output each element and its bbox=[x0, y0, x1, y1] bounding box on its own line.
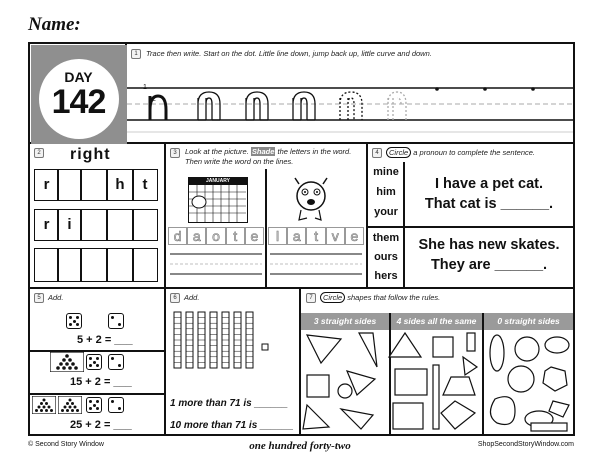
equation-1: 5 + 2 = ___ bbox=[77, 334, 133, 346]
handwriting-lines bbox=[127, 74, 573, 140]
letter-box[interactable]: o bbox=[206, 227, 225, 245]
square-shape bbox=[393, 403, 423, 429]
ten-frame-pyramid bbox=[32, 396, 56, 414]
rectangle-shape bbox=[433, 365, 439, 429]
pronoun-option[interactable]: ours bbox=[374, 251, 398, 263]
section-number: 2 bbox=[34, 148, 44, 158]
circle-shape bbox=[515, 337, 539, 361]
day-number: 142 bbox=[51, 82, 106, 121]
letter-box[interactable]: e bbox=[345, 227, 364, 245]
triangle-shape bbox=[463, 357, 477, 375]
grid-cell[interactable]: h bbox=[106, 169, 134, 201]
grid-cell[interactable] bbox=[57, 169, 82, 201]
stroke-mark: 1 bbox=[143, 84, 147, 91]
triangle-shape bbox=[303, 405, 329, 429]
grid-cell[interactable]: t bbox=[132, 169, 158, 201]
grid-cell[interactable]: r bbox=[34, 209, 59, 241]
equation-3: 25 + 2 = ___ bbox=[70, 419, 132, 431]
calendar-title: JANUARY bbox=[189, 178, 247, 185]
rectangle-shape bbox=[531, 423, 567, 431]
triangle-shape bbox=[359, 333, 377, 367]
divider bbox=[164, 143, 166, 434]
pronoun-option[interactable]: mine bbox=[373, 166, 399, 178]
section-number: 7 bbox=[306, 293, 316, 303]
footer-website[interactable]: ShopSecondStoryWindow.com bbox=[477, 441, 574, 448]
letter-box[interactable]: t bbox=[306, 227, 325, 245]
rectangle-shape bbox=[467, 333, 475, 351]
divider bbox=[403, 162, 405, 287]
letter-box[interactable]: t bbox=[226, 227, 245, 245]
base-ten-blocks bbox=[172, 310, 298, 370]
grid-cell[interactable] bbox=[106, 248, 134, 282]
pronoun-option[interactable]: your bbox=[374, 206, 398, 218]
ten-frame-pyramid bbox=[50, 352, 84, 372]
more-than-10: 10 more than 71 is ______ bbox=[170, 420, 294, 431]
day-circle bbox=[39, 59, 119, 139]
s7-instruction: Circle shapes that follow the rules. bbox=[320, 293, 440, 302]
header-3-straight-sides: 3 straight sides bbox=[301, 313, 389, 330]
day-label: DAY bbox=[64, 68, 93, 85]
section-number: 4 bbox=[372, 148, 382, 158]
grid-cell[interactable] bbox=[80, 209, 108, 241]
grid-cell[interactable] bbox=[106, 209, 134, 241]
divider bbox=[30, 393, 164, 395]
triangle-shape bbox=[341, 409, 373, 429]
sentence-2: She has new skates. They are ______. bbox=[418, 237, 560, 273]
polygon-shape bbox=[549, 401, 569, 417]
die-five bbox=[86, 397, 102, 413]
calendar-grid bbox=[189, 185, 246, 222]
day-badge bbox=[31, 45, 127, 144]
more-than-1: 1 more than 71 is ______ bbox=[170, 398, 288, 409]
equation-2: 15 + 2 = ___ bbox=[70, 376, 132, 388]
pronoun-option[interactable]: him bbox=[376, 186, 396, 198]
die-two bbox=[108, 354, 124, 370]
letter-box[interactable]: v bbox=[326, 227, 345, 245]
circle-shape bbox=[508, 366, 534, 392]
die-five bbox=[66, 313, 82, 329]
s6-instruction: Add. bbox=[184, 293, 200, 302]
die-two bbox=[108, 397, 124, 413]
trapezoid-shape bbox=[443, 377, 475, 395]
calendar-picture bbox=[188, 177, 248, 223]
s3-instruction: Look at the picture. Shade the letters in the word. Then write the word on the lines. bbox=[185, 147, 352, 166]
ellipse-shape bbox=[545, 337, 569, 353]
die-two bbox=[108, 313, 124, 329]
letter-boxes bbox=[268, 227, 364, 245]
name-label: Name: bbox=[28, 14, 81, 35]
square-shape bbox=[395, 369, 427, 395]
grid-cell[interactable] bbox=[132, 248, 158, 282]
polygon-shape bbox=[543, 367, 567, 391]
square-shape bbox=[433, 337, 453, 357]
grid-cell[interactable] bbox=[80, 169, 108, 201]
target-word: right bbox=[70, 146, 111, 163]
stroke-mark: 2 bbox=[152, 96, 156, 103]
page-number-words: one hundred forty-two bbox=[249, 440, 351, 452]
alarm-clock-picture bbox=[289, 176, 333, 224]
divider bbox=[30, 287, 573, 289]
ten-frame-pyramid bbox=[58, 396, 82, 414]
footer-copyright: © Second Story Window bbox=[28, 441, 104, 448]
letter-box[interactable]: d bbox=[168, 227, 187, 245]
shape-collection bbox=[301, 331, 573, 434]
pronoun-option[interactable]: them bbox=[372, 232, 400, 244]
grid-cell[interactable]: i bbox=[57, 209, 82, 241]
grid-cell[interactable] bbox=[34, 248, 59, 282]
section-number: 3 bbox=[170, 148, 180, 158]
section-number: 5 bbox=[34, 293, 44, 303]
grid-cell[interactable] bbox=[57, 248, 82, 282]
divider bbox=[368, 226, 573, 228]
letter-box[interactable]: a bbox=[187, 227, 206, 245]
letter-boxes bbox=[168, 227, 264, 245]
header-0-straight-sides: 0 straight sides bbox=[484, 313, 573, 330]
triangle-shape bbox=[389, 333, 421, 357]
pronoun-option[interactable]: hers bbox=[374, 270, 398, 282]
section-number: 6 bbox=[170, 293, 180, 303]
letter-box[interactable]: a bbox=[287, 227, 306, 245]
circle-shape bbox=[338, 384, 352, 398]
header-4-sides-same: 4 sides all the same bbox=[391, 313, 482, 330]
grid-cell[interactable]: r bbox=[34, 169, 59, 201]
grid-cell[interactable] bbox=[80, 248, 108, 282]
triangle-shape bbox=[307, 335, 341, 363]
ellipse-shape bbox=[490, 335, 504, 371]
s5-instruction: Add. bbox=[48, 293, 64, 302]
writing-lines bbox=[166, 248, 366, 286]
s4-instruction: Circle a pronoun to complete the sentence. bbox=[386, 148, 535, 157]
section-number: 1 bbox=[131, 49, 141, 59]
letter-box[interactable]: e bbox=[245, 227, 264, 245]
grid-cell[interactable] bbox=[132, 209, 158, 241]
blob-shape bbox=[490, 397, 515, 425]
rhombus-shape bbox=[441, 401, 475, 429]
s1-instruction: Trace then write. Start on the dot. Little line down, jump back up, little curve and down. bbox=[146, 49, 432, 58]
square-shape bbox=[307, 375, 329, 397]
letter-box[interactable]: l bbox=[268, 227, 287, 245]
sentence-1: I have a pet cat. That cat is ______. bbox=[424, 176, 554, 212]
die-five bbox=[86, 354, 102, 370]
